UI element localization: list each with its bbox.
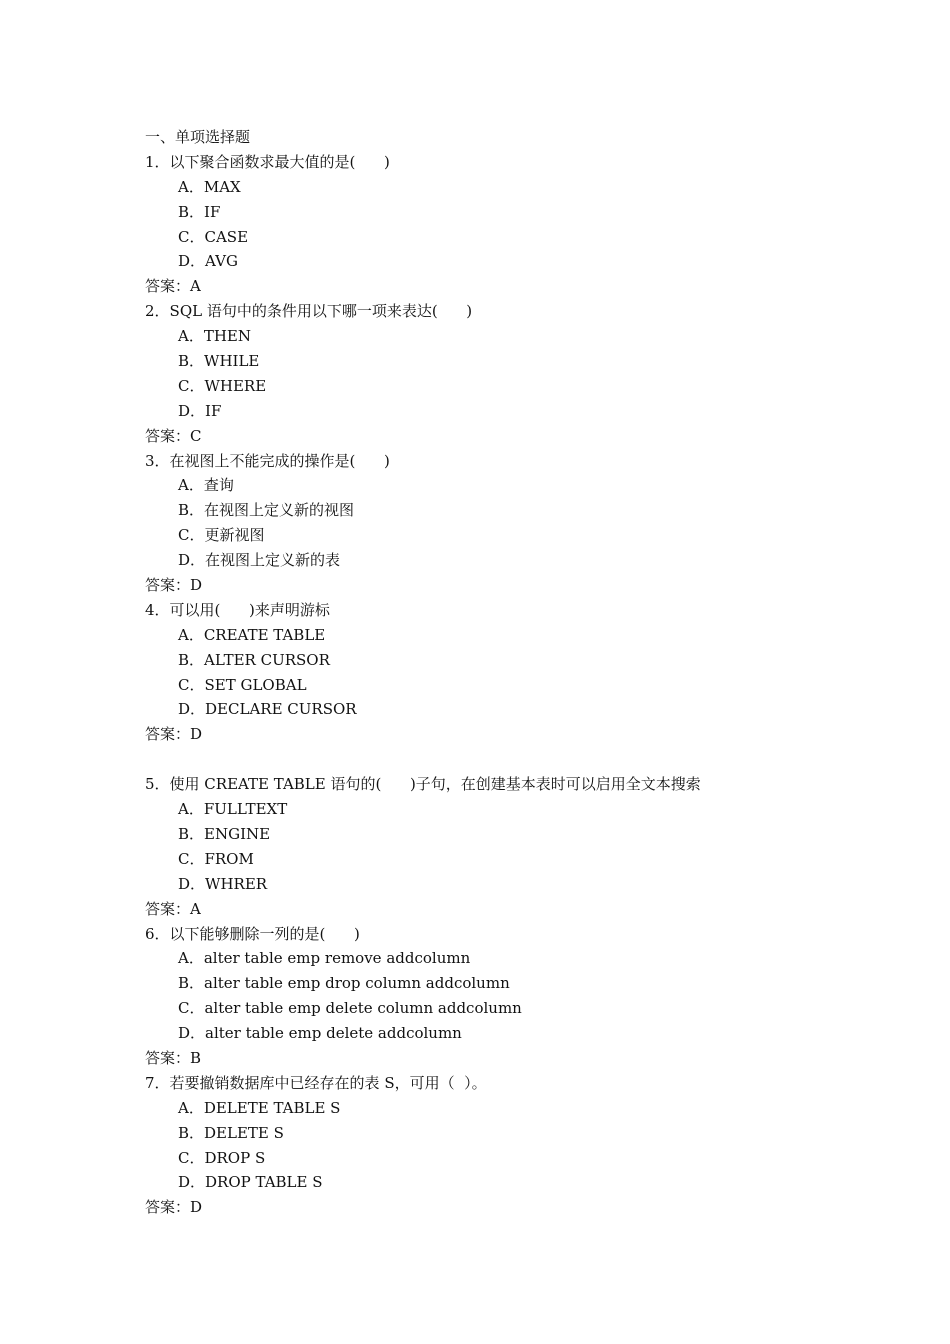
question-stem: 5．使用 CREATE TABLE 语句的( )子句，在创建基本表时可以启用全文本搜索 xyxy=(145,775,701,794)
option-b: B．ALTER CURSOR xyxy=(178,650,330,669)
option-d: D．IF xyxy=(178,401,222,420)
option-c: C．alter table emp delete column addcolumn xyxy=(178,999,522,1018)
question-7 xyxy=(145,1071,845,1220)
option-c: C．更新视图 xyxy=(178,526,265,545)
option-d: D．DECLARE CURSOR xyxy=(178,700,357,719)
option-b: B．IF xyxy=(178,202,221,221)
question-stem: 4．可以用( )来声明游标 xyxy=(145,600,330,619)
option-a: A．MAX xyxy=(178,177,241,196)
answer-line: 答案：A xyxy=(145,899,201,918)
option-a: A．THEN xyxy=(178,327,251,346)
option-d: D．DROP TABLE S xyxy=(178,1173,323,1192)
option-a: A．CREATE TABLE xyxy=(178,625,326,644)
option-b: B．在视图上定义新的视图 xyxy=(178,501,355,520)
section-title: 一、单项选择题 xyxy=(145,128,251,146)
option-c: C．WHERE xyxy=(178,376,267,395)
answer-line: 答案：C xyxy=(145,426,202,445)
option-c: C．DROP S xyxy=(178,1148,266,1167)
question-stem: 3．在视图上不能完成的操作是( ) xyxy=(145,451,390,470)
question-6 xyxy=(145,922,845,1071)
option-d: D．WHRER xyxy=(178,874,268,893)
question-4 xyxy=(145,598,845,747)
question-1 xyxy=(145,150,845,299)
option-d: D．在视图上定义新的表 xyxy=(178,551,341,570)
option-b: B．DELETE S xyxy=(178,1123,284,1142)
option-c: C．CASE xyxy=(178,227,249,246)
option-b: B．WHILE xyxy=(178,352,260,371)
option-c: C．SET GLOBAL xyxy=(178,675,307,694)
answer-line: 答案：D xyxy=(145,725,203,744)
question-3 xyxy=(145,449,845,598)
answer-line: 答案：A xyxy=(145,277,201,296)
option-c: C．FROM xyxy=(178,849,254,868)
option-a: A．DELETE TABLE S xyxy=(178,1098,341,1117)
answer-line: 答案：D xyxy=(145,1198,203,1217)
option-a: A．alter table emp remove addcolumn xyxy=(178,949,471,968)
option-d: D．AVG xyxy=(178,252,238,271)
question-5 xyxy=(145,772,845,921)
question-2 xyxy=(145,299,845,448)
question-stem: 2．SQL 语句中的条件用以下哪一项来表达( ) xyxy=(145,302,473,321)
option-a: A．查询 xyxy=(178,476,234,495)
question-stem: 6．以下能够删除一列的是( ) xyxy=(145,924,360,943)
answer-line: 答案：B xyxy=(145,1048,202,1067)
option-b: B．ENGINE xyxy=(178,824,271,843)
question-list xyxy=(145,125,845,1220)
option-b: B．alter table emp drop column addcolumn xyxy=(178,974,510,993)
answer-line: 答案：D xyxy=(145,576,203,595)
blank-line xyxy=(145,747,845,772)
question-stem: 7．若要撤销数据库中已经存在的表 S，可用（ ）。 xyxy=(145,1073,487,1092)
option-d: D．alter table emp delete addcolumn xyxy=(178,1024,462,1043)
option-a: A．FULLTEXT xyxy=(178,800,288,819)
question-stem: 1．以下聚合函数求最大值的是( ) xyxy=(145,152,390,171)
